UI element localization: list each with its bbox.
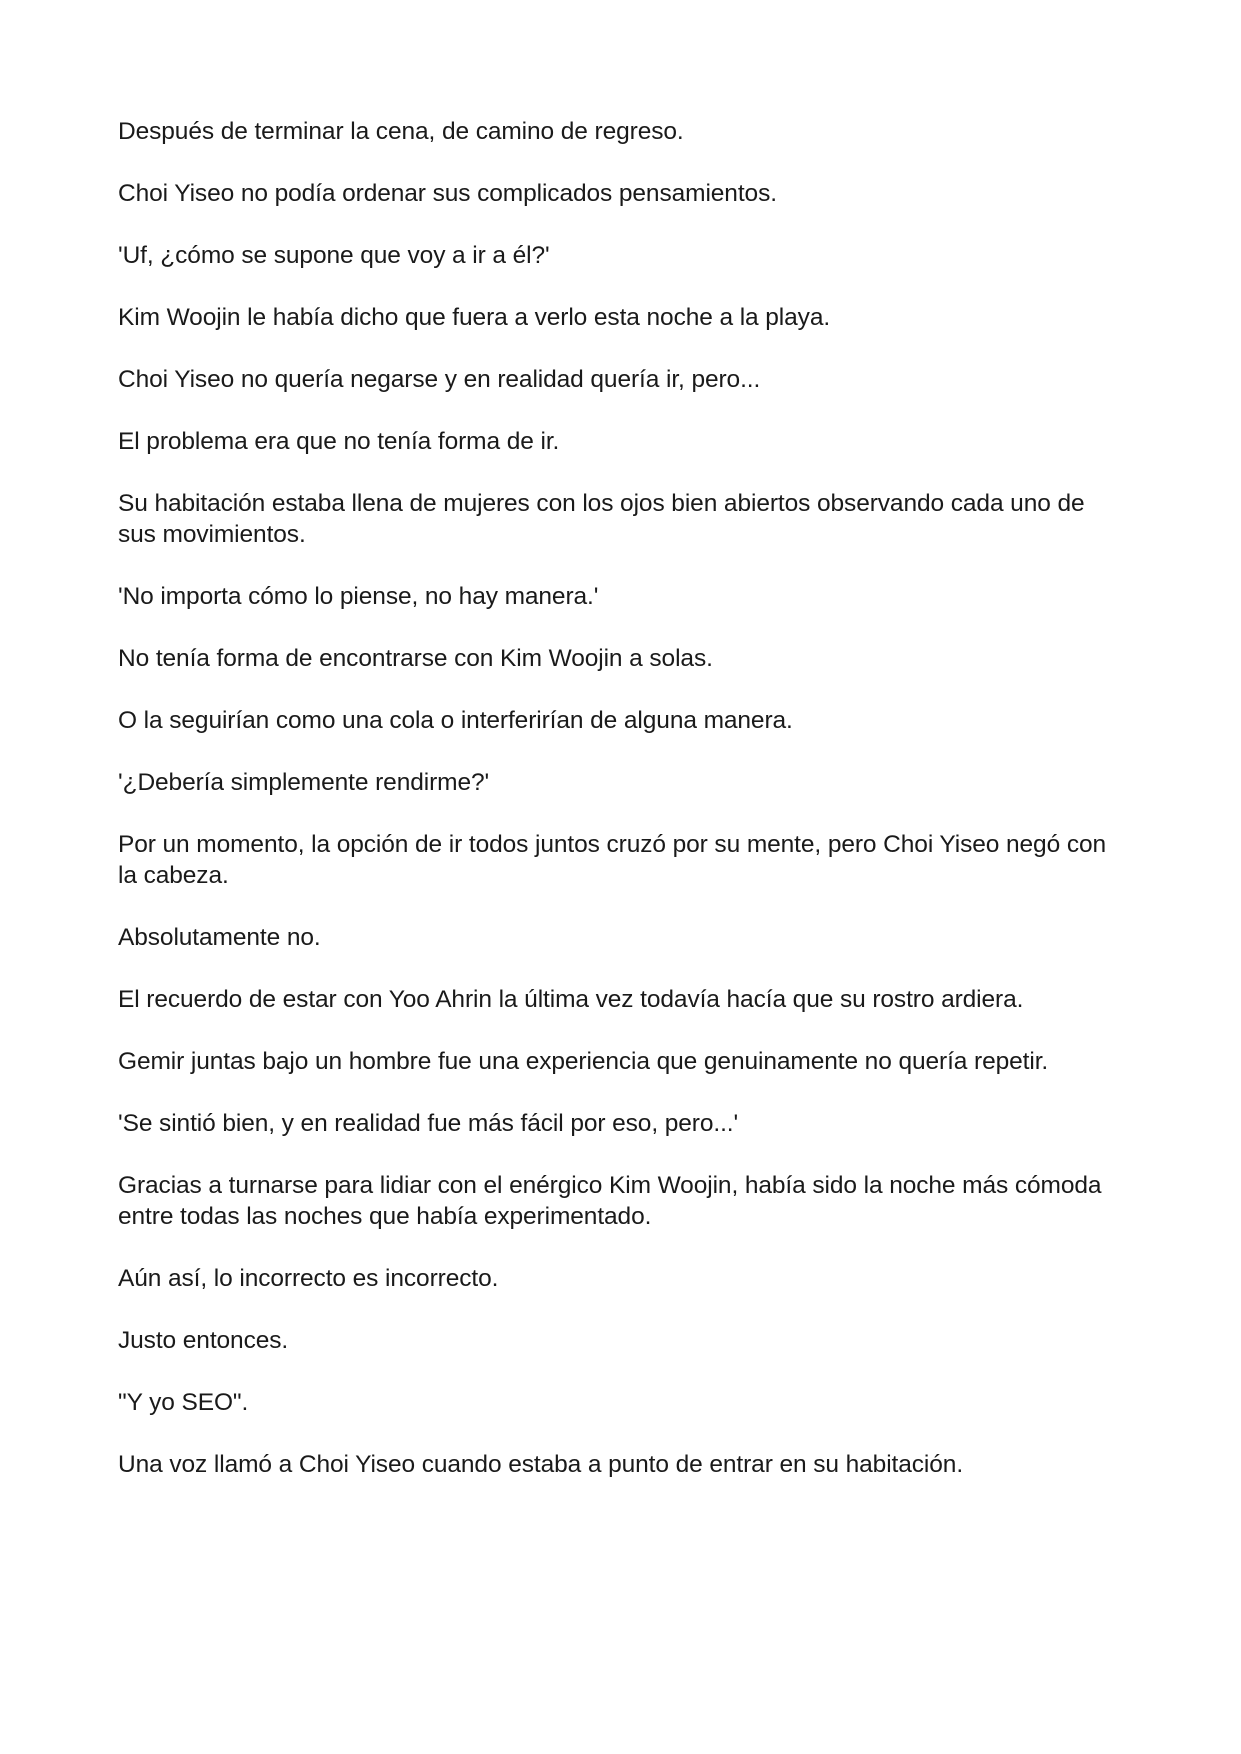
paragraph: Por un momento, la opción de ir todos juntos cruzó por su mente, pero Choi Yiseo negó con la cabeza. — [118, 831, 1107, 889]
paragraph: El problema era que no tenía forma de ir. — [118, 428, 560, 455]
paragraph: Después de terminar la cena, de camino de regreso. — [118, 118, 684, 145]
paragraph: Justo entonces. — [118, 1327, 289, 1354]
paragraph: 'Se sintió bien, y en realidad fue más fácil por eso, pero...' — [118, 1110, 739, 1137]
paragraph: Absolutamente no. — [118, 924, 321, 951]
paragraph: O la seguirían como una cola o interferirían de alguna manera. — [118, 707, 793, 734]
paragraph: Gemir juntas bajo un hombre fue una experiencia que genuinamente no quería repetir. — [118, 1048, 1049, 1075]
paragraph: Kim Woojin le había dicho que fuera a verlo esta noche a la playa. — [118, 304, 831, 331]
paragraph: Choi Yiseo no quería negarse y en realidad quería ir, pero... — [118, 366, 761, 393]
paragraph: 'No importa cómo lo piense, no hay manera.' — [118, 583, 599, 610]
paragraph: 'Uf, ¿cómo se supone que voy a ir a él?' — [118, 242, 550, 269]
paragraph: Aún así, lo incorrecto es incorrecto. — [118, 1265, 499, 1292]
paragraph: "Y yo SEO". — [118, 1389, 249, 1416]
paragraph: Una voz llamó a Choi Yiseo cuando estaba a punto de entrar en su habitación. — [118, 1451, 964, 1478]
document-body — [118, 116, 1128, 1511]
paragraph: '¿Debería simplemente rendirme?' — [118, 769, 490, 796]
paragraph: Choi Yiseo no podía ordenar sus complicados pensamientos. — [118, 180, 777, 207]
paragraph: El recuerdo de estar con Yoo Ahrin la última vez todavía hacía que su rostro ardiera. — [118, 986, 1024, 1013]
paragraph: Gracias a turnarse para lidiar con el enérgico Kim Woojin, había sido la noche más cómoda entre todas las noches que había experimentado. — [118, 1172, 1102, 1230]
paragraph: Su habitación estaba llena de mujeres con los ojos bien abiertos observando cada uno de sus movimientos. — [118, 490, 1085, 548]
paragraph: No tenía forma de encontrarse con Kim Woojin a solas. — [118, 645, 713, 672]
